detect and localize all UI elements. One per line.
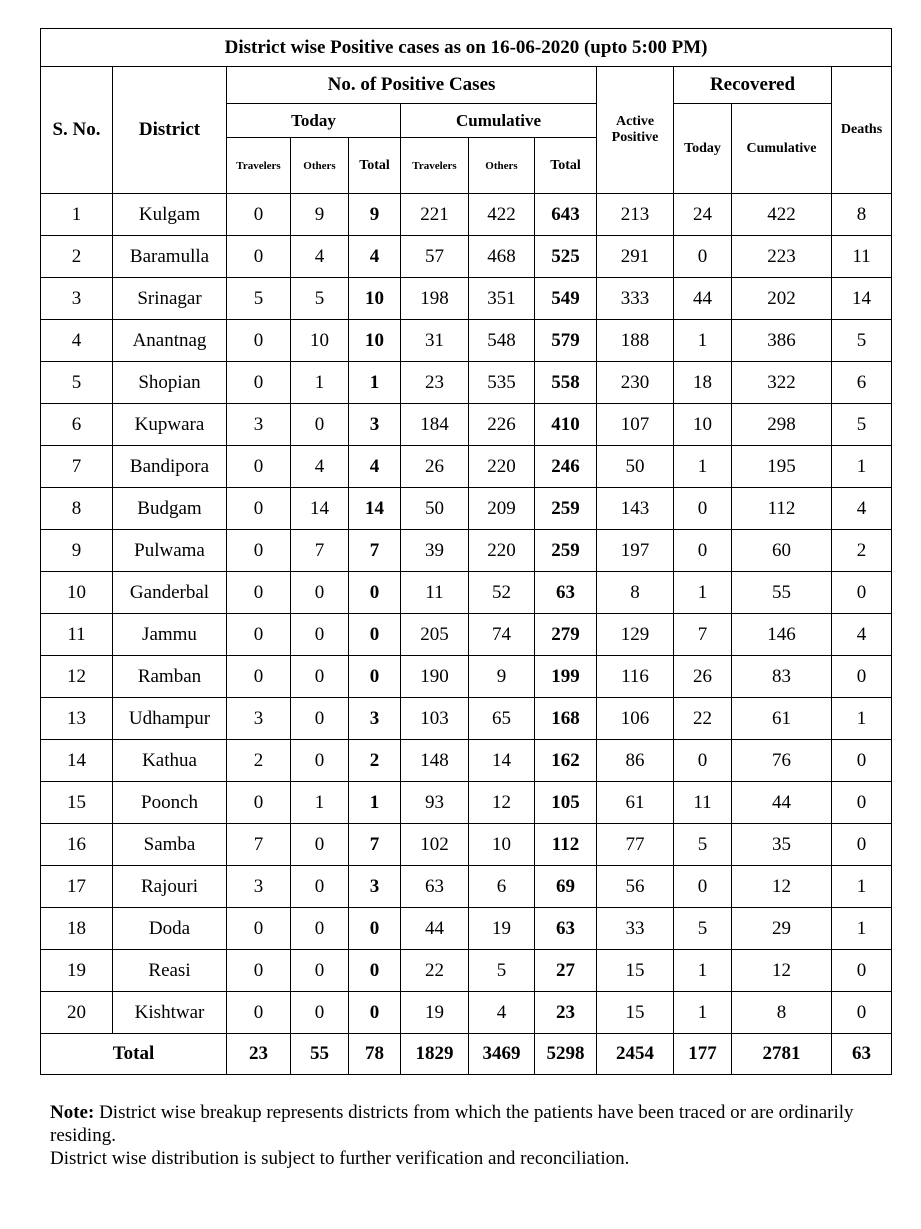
cell-active-positive: 50 <box>597 446 674 488</box>
cell-recovered-cumulative: 35 <box>732 824 832 866</box>
table-row <box>41 404 892 446</box>
cell-active-positive: 213 <box>597 194 674 236</box>
district-cases-table <box>40 28 892 1075</box>
cell-sno: 6 <box>41 404 113 446</box>
cell-today-others: 7 <box>291 530 349 572</box>
cell-sno: 1 <box>41 194 113 236</box>
cell-today-travelers: 5 <box>227 278 291 320</box>
cell-today-others: 10 <box>291 320 349 362</box>
cell-recovered-today: 5 <box>674 824 732 866</box>
cell-cumulative-total: 112 <box>535 824 597 866</box>
cell-recovered-today: 0 <box>674 740 732 782</box>
cell-recovered-cumulative: 12 <box>732 950 832 992</box>
cell-cumulative-total: 69 <box>535 866 597 908</box>
table-row <box>41 572 892 614</box>
cell-today-total: 4 <box>349 236 401 278</box>
cell-recovered-cumulative: 29 <box>732 908 832 950</box>
cell-deaths: 8 <box>832 194 892 236</box>
cell-today-travelers: 0 <box>227 572 291 614</box>
cell-cumulative-total: 259 <box>535 488 597 530</box>
cell-today-travelers: 3 <box>227 866 291 908</box>
cell-cumulative-others: 468 <box>469 236 535 278</box>
cell-today-travelers: 0 <box>227 908 291 950</box>
cell-today-others: 1 <box>291 782 349 824</box>
cell-recovered-cumulative: 146 <box>732 614 832 656</box>
cell-today-travelers: 0 <box>227 614 291 656</box>
total-cumulative-total: 5298 <box>535 1034 597 1075</box>
cell-district: Kishtwar <box>113 992 227 1034</box>
header-district: District <box>113 67 227 194</box>
cell-cumulative-total: 168 <box>535 698 597 740</box>
cell-active-positive: 230 <box>597 362 674 404</box>
cell-active-positive: 8 <box>597 572 674 614</box>
cell-today-others: 0 <box>291 908 349 950</box>
header-recovered-cumulative: Cumulative <box>732 104 832 194</box>
note-label: Note: <box>50 1102 95 1123</box>
total-cumulative-others: 3469 <box>469 1034 535 1075</box>
cell-sno: 9 <box>41 530 113 572</box>
cell-today-total: 1 <box>349 782 401 824</box>
cell-deaths: 0 <box>832 572 892 614</box>
cell-recovered-today: 22 <box>674 698 732 740</box>
cell-active-positive: 106 <box>597 698 674 740</box>
cell-today-others: 4 <box>291 446 349 488</box>
cell-today-others: 1 <box>291 362 349 404</box>
cell-cumulative-travelers: 22 <box>401 950 469 992</box>
cell-district: Samba <box>113 824 227 866</box>
cell-today-total: 0 <box>349 572 401 614</box>
cell-recovered-cumulative: 322 <box>732 362 832 404</box>
table-row <box>41 782 892 824</box>
cell-cumulative-others: 226 <box>469 404 535 446</box>
cell-today-travelers: 2 <box>227 740 291 782</box>
cell-district: Jammu <box>113 614 227 656</box>
cell-deaths: 0 <box>832 782 892 824</box>
cell-deaths: 1 <box>832 908 892 950</box>
cell-cumulative-travelers: 23 <box>401 362 469 404</box>
cell-district: Kupwara <box>113 404 227 446</box>
cell-district: Pulwama <box>113 530 227 572</box>
cell-cumulative-travelers: 103 <box>401 698 469 740</box>
header-positive-cases: No. of Positive Cases <box>227 67 597 104</box>
cell-district: Kathua <box>113 740 227 782</box>
cell-recovered-today: 0 <box>674 866 732 908</box>
cell-today-others: 14 <box>291 488 349 530</box>
cell-recovered-cumulative: 55 <box>732 572 832 614</box>
cell-cumulative-travelers: 93 <box>401 782 469 824</box>
cell-district: Rajouri <box>113 866 227 908</box>
cell-recovered-cumulative: 60 <box>732 530 832 572</box>
cell-cumulative-total: 643 <box>535 194 597 236</box>
cell-today-travelers: 0 <box>227 320 291 362</box>
cell-today-others: 0 <box>291 572 349 614</box>
cell-deaths: 1 <box>832 698 892 740</box>
cell-sno: 14 <box>41 740 113 782</box>
cell-recovered-today: 26 <box>674 656 732 698</box>
cell-sno: 3 <box>41 278 113 320</box>
cell-recovered-cumulative: 12 <box>732 866 832 908</box>
cell-recovered-today: 11 <box>674 782 732 824</box>
cell-cumulative-total: 23 <box>535 992 597 1034</box>
cell-today-total: 0 <box>349 908 401 950</box>
cell-today-others: 0 <box>291 698 349 740</box>
cell-active-positive: 61 <box>597 782 674 824</box>
cell-cumulative-total: 558 <box>535 362 597 404</box>
header-cumulative-travelers: Travelers <box>401 138 469 194</box>
cell-cumulative-others: 10 <box>469 824 535 866</box>
cell-district: Reasi <box>113 950 227 992</box>
cell-recovered-today: 1 <box>674 950 732 992</box>
cell-today-total: 3 <box>349 866 401 908</box>
header-today: Today <box>227 104 401 138</box>
cell-cumulative-others: 4 <box>469 992 535 1034</box>
cell-cumulative-travelers: 44 <box>401 908 469 950</box>
cell-deaths: 5 <box>832 404 892 446</box>
header-sno: S. No. <box>41 67 113 194</box>
cell-recovered-cumulative: 83 <box>732 656 832 698</box>
cell-cumulative-travelers: 221 <box>401 194 469 236</box>
cell-cumulative-others: 65 <box>469 698 535 740</box>
cell-recovered-today: 44 <box>674 278 732 320</box>
header-cumulative-others: Others <box>469 138 535 194</box>
total-label: Total <box>41 1034 227 1075</box>
cell-sno: 5 <box>41 362 113 404</box>
cell-today-total: 0 <box>349 614 401 656</box>
cell-cumulative-travelers: 26 <box>401 446 469 488</box>
cell-recovered-cumulative: 386 <box>732 320 832 362</box>
cell-cumulative-travelers: 11 <box>401 572 469 614</box>
cell-today-travelers: 7 <box>227 824 291 866</box>
cell-today-total: 3 <box>349 698 401 740</box>
table-row <box>41 320 892 362</box>
cell-deaths: 14 <box>832 278 892 320</box>
cell-district: Doda <box>113 908 227 950</box>
total-row <box>41 1034 892 1075</box>
table-body <box>41 194 892 1075</box>
table-row <box>41 866 892 908</box>
table-row <box>41 992 892 1034</box>
table-title: District wise Positive cases as on 16-06-2020 (upto 5:00 PM) <box>41 29 892 67</box>
header-active-positive: Active Positive <box>597 67 674 194</box>
cell-cumulative-travelers: 184 <box>401 404 469 446</box>
cell-today-total: 2 <box>349 740 401 782</box>
cell-deaths: 11 <box>832 236 892 278</box>
cell-deaths: 4 <box>832 614 892 656</box>
cell-today-travelers: 0 <box>227 194 291 236</box>
header-recovered: Recovered <box>674 67 832 104</box>
total-active-positive: 2454 <box>597 1034 674 1075</box>
cell-recovered-today: 0 <box>674 236 732 278</box>
cell-sno: 12 <box>41 656 113 698</box>
cell-active-positive: 129 <box>597 614 674 656</box>
cell-active-positive: 116 <box>597 656 674 698</box>
cell-active-positive: 77 <box>597 824 674 866</box>
cell-cumulative-total: 410 <box>535 404 597 446</box>
cell-cumulative-others: 351 <box>469 278 535 320</box>
table-row <box>41 656 892 698</box>
cell-today-others: 0 <box>291 866 349 908</box>
cell-active-positive: 143 <box>597 488 674 530</box>
total-today-others: 55 <box>291 1034 349 1075</box>
cell-today-total: 1 <box>349 362 401 404</box>
cell-recovered-today: 1 <box>674 320 732 362</box>
cell-today-total: 3 <box>349 404 401 446</box>
total-recovered-cumulative: 2781 <box>732 1034 832 1075</box>
cell-cumulative-total: 27 <box>535 950 597 992</box>
cell-today-others: 0 <box>291 740 349 782</box>
cell-recovered-today: 18 <box>674 362 732 404</box>
cell-cumulative-travelers: 102 <box>401 824 469 866</box>
total-recovered-today: 177 <box>674 1034 732 1075</box>
cell-today-total: 4 <box>349 446 401 488</box>
cell-deaths: 1 <box>832 866 892 908</box>
cell-district: Udhampur <box>113 698 227 740</box>
cell-today-others: 0 <box>291 404 349 446</box>
cell-active-positive: 197 <box>597 530 674 572</box>
cell-today-others: 4 <box>291 236 349 278</box>
cell-today-others: 0 <box>291 992 349 1034</box>
table-row <box>41 698 892 740</box>
cell-cumulative-others: 5 <box>469 950 535 992</box>
cell-today-others: 0 <box>291 656 349 698</box>
cell-today-total: 0 <box>349 950 401 992</box>
cell-cumulative-others: 14 <box>469 740 535 782</box>
cell-cumulative-travelers: 19 <box>401 992 469 1034</box>
cell-deaths: 4 <box>832 488 892 530</box>
cell-district: Shopian <box>113 362 227 404</box>
total-today-travelers: 23 <box>227 1034 291 1075</box>
cell-recovered-today: 1 <box>674 446 732 488</box>
cell-cumulative-total: 63 <box>535 572 597 614</box>
cell-sno: 20 <box>41 992 113 1034</box>
cell-cumulative-travelers: 190 <box>401 656 469 698</box>
header-cumulative: Cumulative <box>401 104 597 138</box>
cell-today-travelers: 0 <box>227 782 291 824</box>
cell-cumulative-travelers: 39 <box>401 530 469 572</box>
cell-active-positive: 86 <box>597 740 674 782</box>
cell-active-positive: 33 <box>597 908 674 950</box>
cell-today-others: 0 <box>291 950 349 992</box>
cell-recovered-cumulative: 202 <box>732 278 832 320</box>
table-row <box>41 614 892 656</box>
cell-today-total: 10 <box>349 278 401 320</box>
total-cumulative-travelers: 1829 <box>401 1034 469 1075</box>
total-today-total: 78 <box>349 1034 401 1075</box>
cell-cumulative-total: 579 <box>535 320 597 362</box>
cell-today-others: 0 <box>291 614 349 656</box>
note-text-2: District wise distribution is subject to further verification and reconciliation. <box>50 1148 630 1169</box>
cell-district: Bandipora <box>113 446 227 488</box>
cell-sno: 17 <box>41 866 113 908</box>
cell-district: Ganderbal <box>113 572 227 614</box>
cell-today-travelers: 0 <box>227 362 291 404</box>
cell-cumulative-travelers: 57 <box>401 236 469 278</box>
cell-cumulative-others: 422 <box>469 194 535 236</box>
cell-recovered-today: 0 <box>674 530 732 572</box>
cell-today-total: 0 <box>349 992 401 1034</box>
table-row <box>41 236 892 278</box>
table-row <box>41 362 892 404</box>
note-line-1 <box>50 1101 910 1147</box>
cell-recovered-today: 7 <box>674 614 732 656</box>
cell-sno: 19 <box>41 950 113 992</box>
cell-today-total: 10 <box>349 320 401 362</box>
cell-recovered-today: 24 <box>674 194 732 236</box>
cell-cumulative-total: 549 <box>535 278 597 320</box>
header-today-travelers: Travelers <box>227 138 291 194</box>
cell-sno: 4 <box>41 320 113 362</box>
cell-recovered-today: 1 <box>674 992 732 1034</box>
cell-deaths: 0 <box>832 824 892 866</box>
cell-today-total: 9 <box>349 194 401 236</box>
cell-district: Budgam <box>113 488 227 530</box>
cell-cumulative-travelers: 205 <box>401 614 469 656</box>
cell-cumulative-travelers: 63 <box>401 866 469 908</box>
cell-deaths: 0 <box>832 992 892 1034</box>
cell-cumulative-total: 279 <box>535 614 597 656</box>
cell-deaths: 1 <box>832 446 892 488</box>
cell-cumulative-total: 63 <box>535 908 597 950</box>
cell-deaths: 5 <box>832 320 892 362</box>
cell-active-positive: 333 <box>597 278 674 320</box>
cell-recovered-cumulative: 112 <box>732 488 832 530</box>
cell-cumulative-others: 74 <box>469 614 535 656</box>
table-row <box>41 908 892 950</box>
cell-sno: 2 <box>41 236 113 278</box>
cell-today-total: 0 <box>349 656 401 698</box>
cell-sno: 11 <box>41 614 113 656</box>
cell-recovered-today: 0 <box>674 488 732 530</box>
cell-active-positive: 56 <box>597 866 674 908</box>
cell-cumulative-others: 220 <box>469 530 535 572</box>
cell-sno: 10 <box>41 572 113 614</box>
cell-cumulative-total: 525 <box>535 236 597 278</box>
cell-deaths: 6 <box>832 362 892 404</box>
cell-sno: 18 <box>41 908 113 950</box>
cell-recovered-cumulative: 298 <box>732 404 832 446</box>
table-row <box>41 446 892 488</box>
cell-today-travelers: 0 <box>227 656 291 698</box>
cell-sno: 7 <box>41 446 113 488</box>
cell-deaths: 2 <box>832 530 892 572</box>
cell-recovered-cumulative: 8 <box>732 992 832 1034</box>
cell-today-total: 7 <box>349 824 401 866</box>
cell-today-travelers: 0 <box>227 530 291 572</box>
cell-today-total: 7 <box>349 530 401 572</box>
cell-recovered-today: 5 <box>674 908 732 950</box>
cell-cumulative-others: 535 <box>469 362 535 404</box>
cell-today-travelers: 0 <box>227 446 291 488</box>
cell-today-others: 5 <box>291 278 349 320</box>
cell-deaths: 0 <box>832 950 892 992</box>
cell-recovered-cumulative: 61 <box>732 698 832 740</box>
cell-cumulative-total: 105 <box>535 782 597 824</box>
cell-district: Anantnag <box>113 320 227 362</box>
cell-recovered-cumulative: 195 <box>732 446 832 488</box>
cell-cumulative-others: 9 <box>469 656 535 698</box>
cell-district: Poonch <box>113 782 227 824</box>
table-row <box>41 530 892 572</box>
cell-cumulative-travelers: 198 <box>401 278 469 320</box>
total-deaths: 63 <box>832 1034 892 1075</box>
header-cumulative-total: Total <box>535 138 597 194</box>
cell-today-travelers: 0 <box>227 236 291 278</box>
cell-recovered-cumulative: 223 <box>732 236 832 278</box>
cell-sno: 16 <box>41 824 113 866</box>
cell-cumulative-total: 162 <box>535 740 597 782</box>
cell-deaths: 0 <box>832 656 892 698</box>
header-recovered-today: Today <box>674 104 732 194</box>
cell-recovered-today: 10 <box>674 404 732 446</box>
cell-today-travelers: 3 <box>227 404 291 446</box>
cell-today-others: 9 <box>291 194 349 236</box>
cell-cumulative-travelers: 148 <box>401 740 469 782</box>
cell-district: Kulgam <box>113 194 227 236</box>
table-row <box>41 740 892 782</box>
cell-cumulative-others: 220 <box>469 446 535 488</box>
cell-deaths: 0 <box>832 740 892 782</box>
cell-today-travelers: 0 <box>227 488 291 530</box>
cell-sno: 13 <box>41 698 113 740</box>
cell-cumulative-others: 6 <box>469 866 535 908</box>
cell-sno: 8 <box>41 488 113 530</box>
table-row <box>41 824 892 866</box>
cell-cumulative-total: 199 <box>535 656 597 698</box>
cell-active-positive: 15 <box>597 992 674 1034</box>
cell-cumulative-total: 246 <box>535 446 597 488</box>
note-text-1: District wise breakup represents districts from which the patients have been traced or are ordinarily residing. <box>50 1102 854 1146</box>
cell-active-positive: 291 <box>597 236 674 278</box>
table-row <box>41 278 892 320</box>
cell-recovered-today: 1 <box>674 572 732 614</box>
cell-recovered-cumulative: 44 <box>732 782 832 824</box>
cell-today-travelers: 0 <box>227 992 291 1034</box>
note-section <box>50 1101 910 1170</box>
cell-recovered-cumulative: 76 <box>732 740 832 782</box>
table-row <box>41 950 892 992</box>
cell-active-positive: 188 <box>597 320 674 362</box>
cell-district: Srinagar <box>113 278 227 320</box>
cell-district: Ramban <box>113 656 227 698</box>
cell-today-travelers: 3 <box>227 698 291 740</box>
cell-today-others: 0 <box>291 824 349 866</box>
cell-recovered-cumulative: 422 <box>732 194 832 236</box>
cell-cumulative-others: 209 <box>469 488 535 530</box>
table-row <box>41 194 892 236</box>
cell-district: Baramulla <box>113 236 227 278</box>
cell-today-total: 14 <box>349 488 401 530</box>
cell-today-travelers: 0 <box>227 950 291 992</box>
cell-sno: 15 <box>41 782 113 824</box>
header-today-total: Total <box>349 138 401 194</box>
cell-active-positive: 107 <box>597 404 674 446</box>
cell-active-positive: 15 <box>597 950 674 992</box>
cell-cumulative-others: 548 <box>469 320 535 362</box>
cell-cumulative-travelers: 50 <box>401 488 469 530</box>
header-today-others: Others <box>291 138 349 194</box>
cell-cumulative-others: 19 <box>469 908 535 950</box>
cell-cumulative-others: 12 <box>469 782 535 824</box>
cell-cumulative-travelers: 31 <box>401 320 469 362</box>
cell-cumulative-others: 52 <box>469 572 535 614</box>
header-deaths: Deaths <box>832 67 892 194</box>
cell-cumulative-total: 259 <box>535 530 597 572</box>
table-row <box>41 488 892 530</box>
